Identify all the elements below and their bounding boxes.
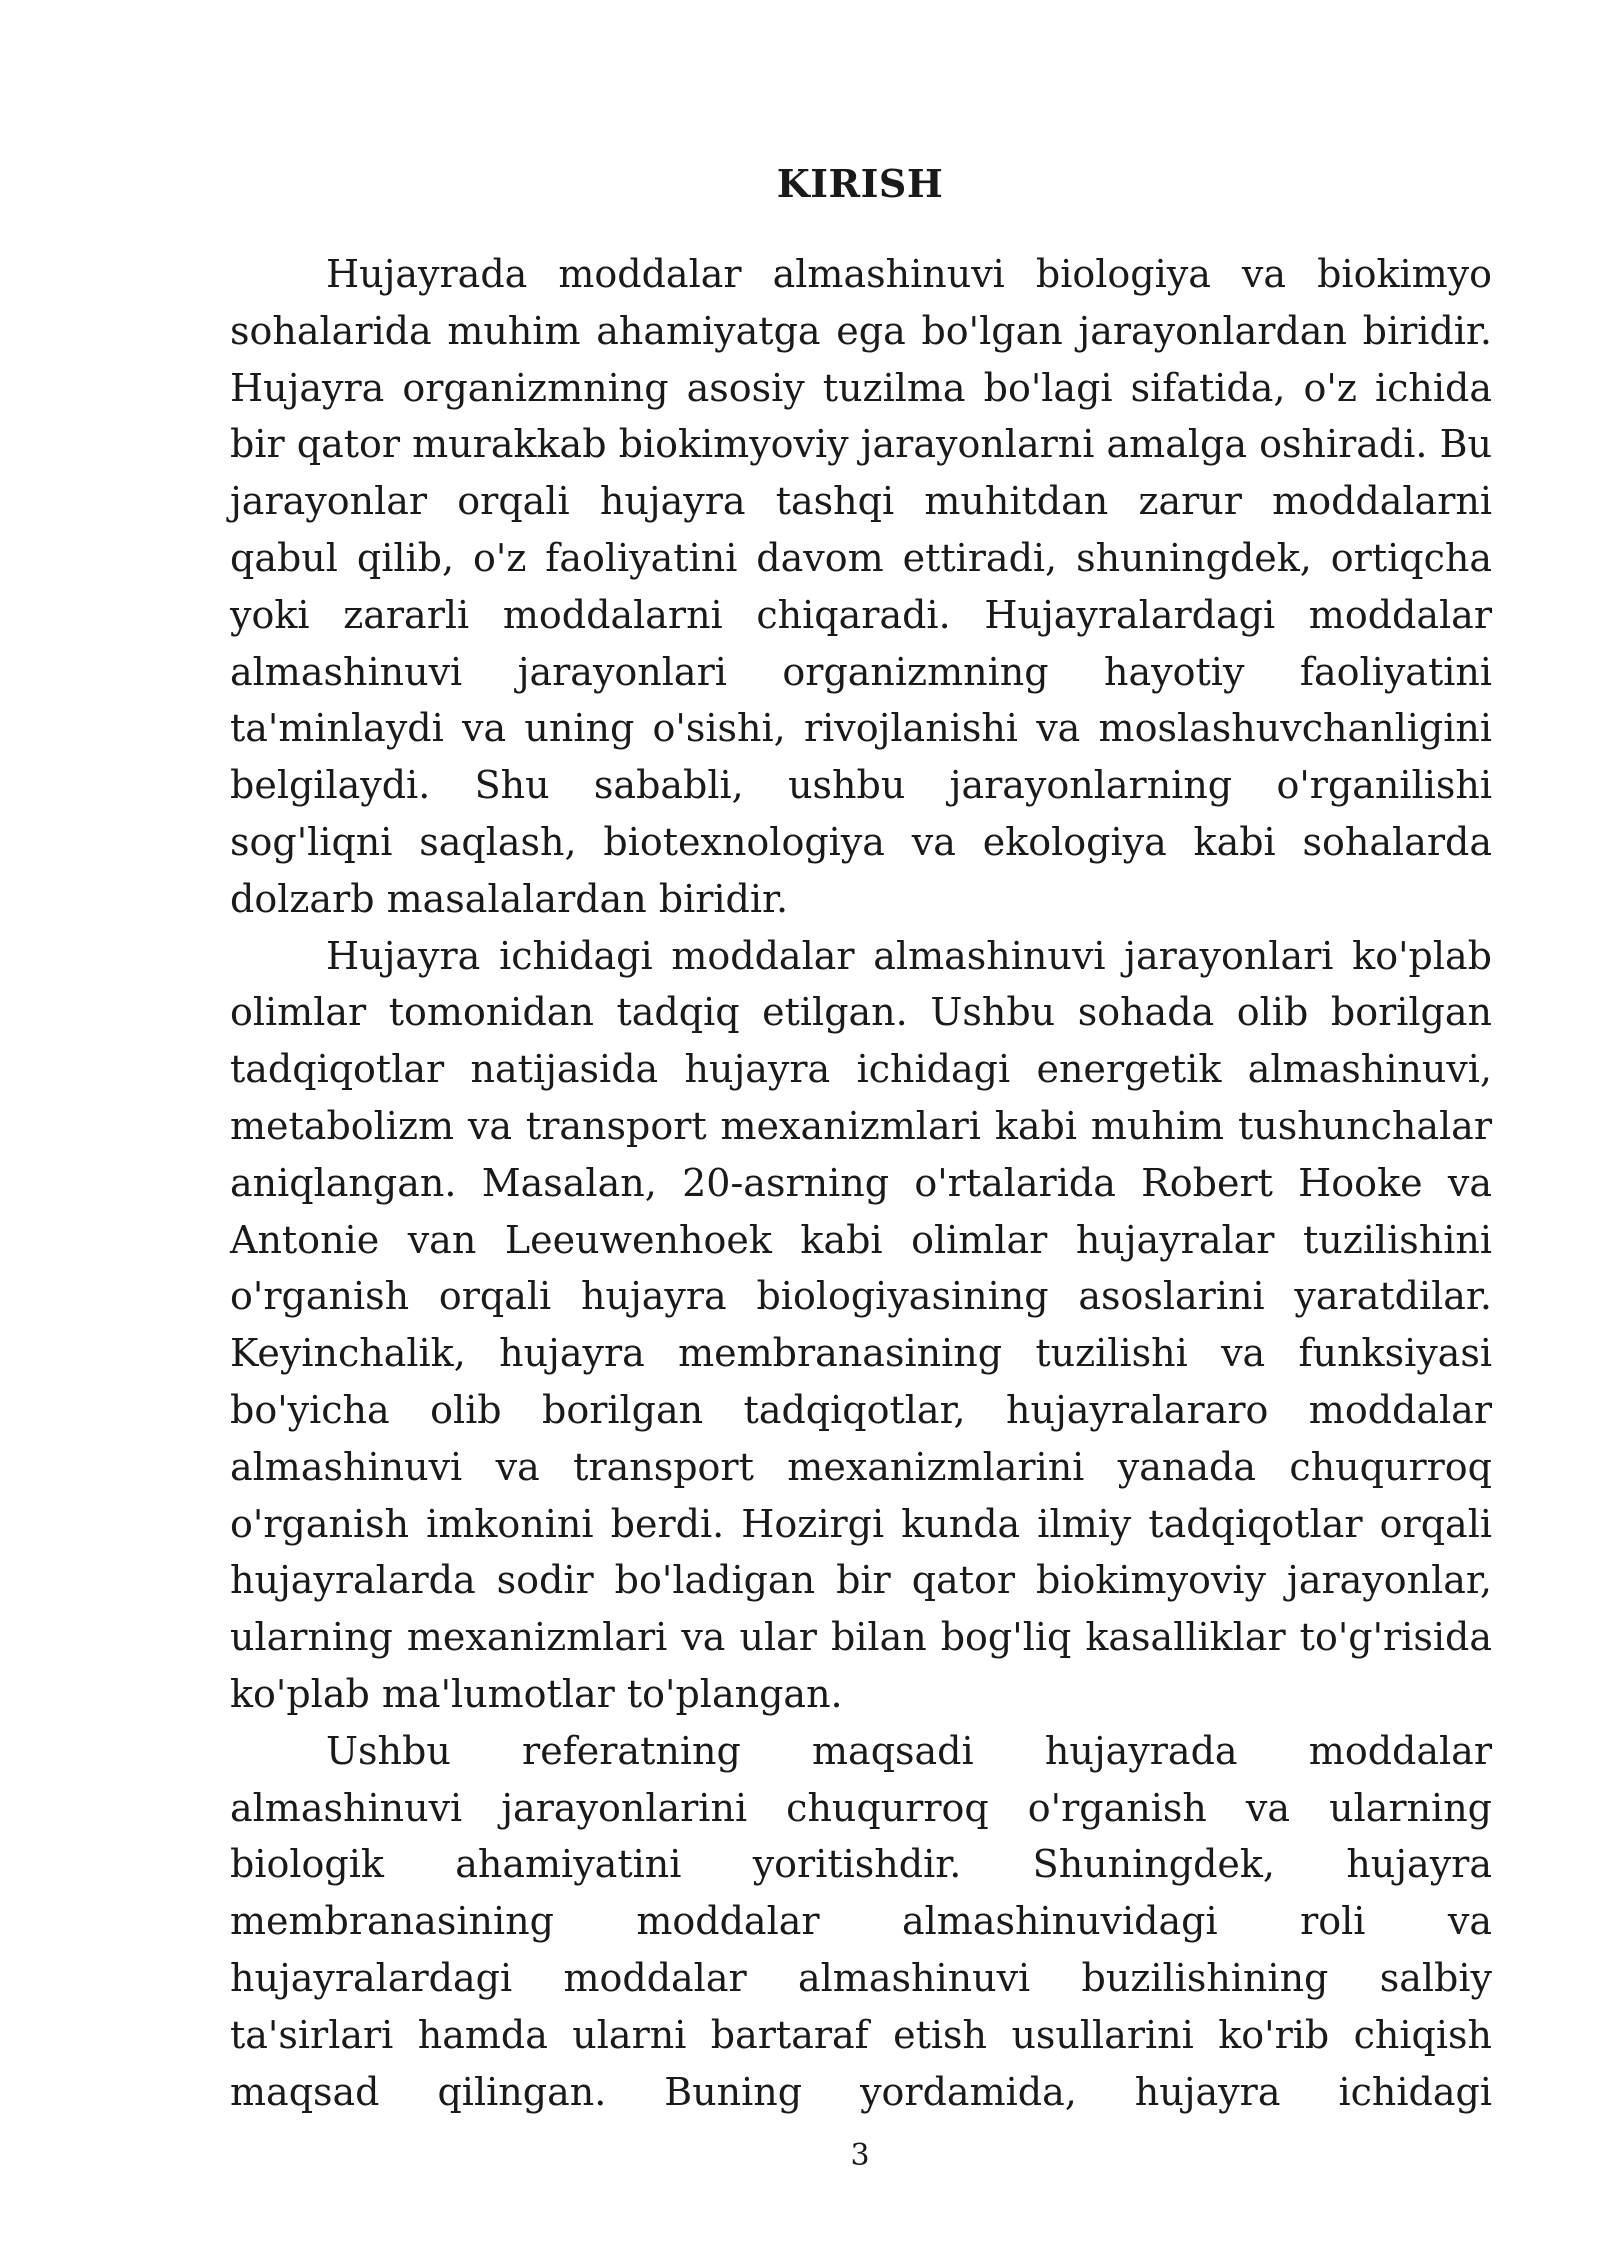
section-heading: KIRISH — [776, 161, 944, 206]
page-number: 3 — [850, 2138, 870, 2173]
body-text — [230, 246, 1492, 2120]
paragraph-aim: Ushbu referatning maqsadi hujayrada moddalar almashinuvi jarayonlarini chuqurroq o'rganish va ularning biologik ahamiyatini yoritishdir. Shuningdek, hujayra membranasining moddalar almashinuvidagi roli va hujayralardagi moddalar almashinuvi buzilishining salbiy ta'sirlari hamda ularni bartaraf etish usullarini ko'rib chiqish maqsad qilingan. Buning yordamida, hujayra ichidagi — [230, 1728, 1492, 2114]
paragraph-intro: Hujayrada moddalar almashinuvi biologiya va biokimyo sohalarida muhim ahamiyatga ega bo'lgan jarayonlardan biridir. Hujayra organizmning asosiy tuzilma bo'lagi sifatida, o'z ichida bir qator murakkab biokimyoviy jarayonlarni amalga oshiradi. Bu jarayonlar orqali hujayra tashqi muhitdan zarur moddalarni qabul qilib, o'z faoliyatini davom ettiradi, shuningdek, ortiqcha yoki zararli moddalarni chiqaradi. Hujayralardagi moddalar almashinuvi jarayonlari organizmning hayotiy faoliyatini ta'minlaydi va uning o'sishi, rivojlanishi va moslashuvchanligini belgilaydi. Shu sababli, ushbu jarayonlarning o'rganilishi sog'liqni saqlash, biotexnologiya va ekologiya kabi sohalarda dolzarb masalalardan biridir. — [230, 252, 1492, 921]
paragraph-research-history: Hujayra ichidagi moddalar almashinuvi jarayonlari ko'plab olimlar tomonidan tadqiq etilgan. Ushbu sohada olib borilgan tadqiqotlar natijasida hujayra ichidagi energetik almashinuvi, metabolizm va transport mexanizmlari kabi muhim tushunchalar aniqlangan. Masalan, 20-asrning o'rtalarida Robert Hooke va Antonie van Leeuwenhoek kabi olimlar hujayralar tuzilishini o'rganish orqali hujayra biologiyasining asoslarini yaratdilar. Keyinchalik, hujayra membranasining tuzilishi va funksiyasi bo'yicha olib borilgan tadqiqotlar, hujayralararo moddalar almashinuvi va transport mexanizmlarini yanada chuqurroq o'rganish imkonini berdi. Hozirgi kunda ilmiy tadqiqotlar orqali hujayralarda sodir bo'ladigan bir qator biokimyoviy jarayonlar, ularning mexanizmlari va ular bilan bog'liq kasalliklar to'g'risida ko'plab ma'lumotlar to'plangan. — [230, 933, 1492, 1716]
